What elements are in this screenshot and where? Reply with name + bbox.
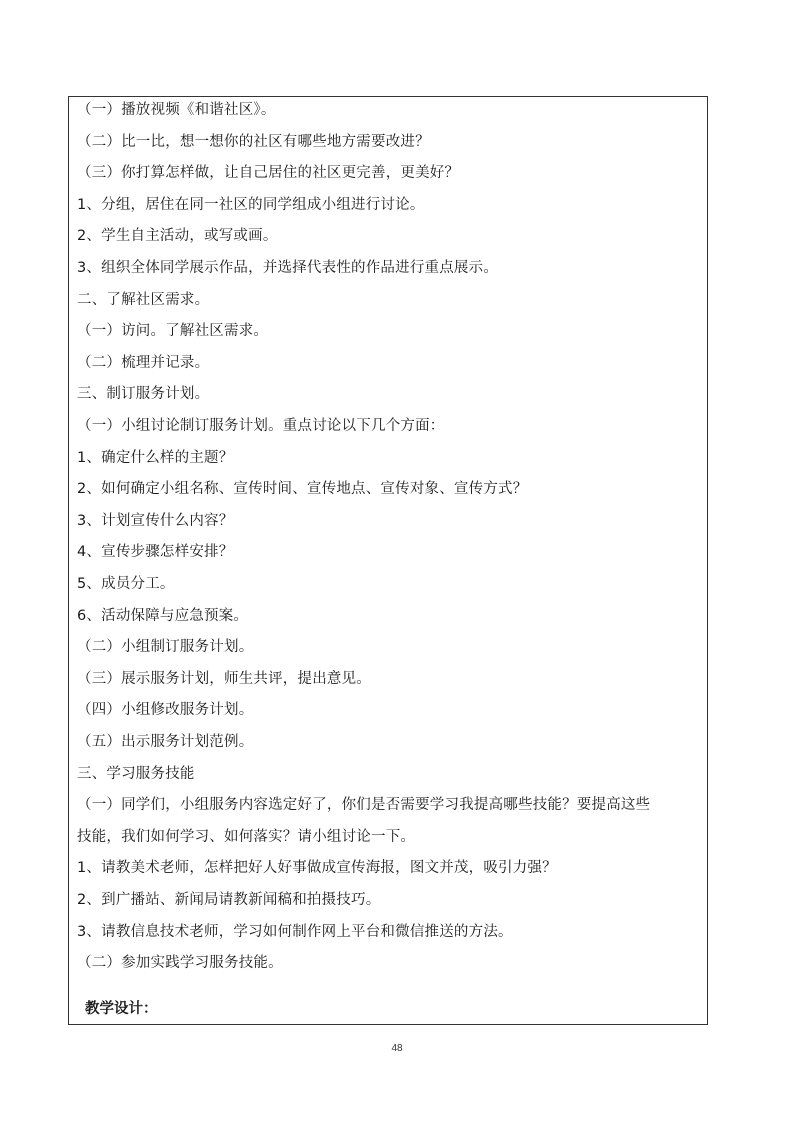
text-line: （三）你打算怎样做，让自己居住的社区更完善，更美好？ bbox=[77, 165, 460, 182]
content-table-cell bbox=[68, 96, 708, 1025]
text-line: 2、学生自主活动，或写或画。 bbox=[77, 228, 278, 245]
text-line: 2、如何确定小组名称、宣传时间、宣传地点、宣传对象、宣传方式？ bbox=[77, 481, 528, 498]
text-line: 2、到广播站、新闻局请教新闻稿和拍摄技巧。 bbox=[77, 892, 381, 908]
text-line: （二）比一比，想一想你的社区有哪些地方需要改进？ bbox=[77, 133, 430, 150]
text-line: （二）参加实践学习服务技能。 bbox=[77, 955, 283, 972]
text-line: （二）梳理并记录。 bbox=[77, 354, 210, 371]
text-line: 3、组织全体同学展示作品，并选择代表性的作品进行重点展示。 bbox=[77, 260, 499, 276]
text-line: 1、确定什么样的主题？ bbox=[77, 449, 234, 466]
text-line: 1、分组，居住在同一社区的同学组成小组进行讨论。 bbox=[77, 196, 425, 213]
text-line: （三）展示服务计划，师生共评，提出意见。 bbox=[77, 670, 371, 687]
text-line: 1、请教美术老师，怎样把好人好事做成宣传海报，图文并茂，吸引力强？ bbox=[77, 860, 557, 877]
text-line: （一）同学们，小组服务内容选定好了，你们是否需要学习我提高哪些技能？要提高这些 bbox=[77, 797, 651, 814]
text-line: 3、请教信息技术老师，学习如何制作网上平台和微信推送的方法。 bbox=[77, 923, 513, 940]
text-line: 二、了解社区需求。 bbox=[77, 291, 210, 308]
text-line: （五）出示服务计划范例。 bbox=[77, 734, 254, 750]
text-line: （一）播放视频《和谐社区》。 bbox=[77, 102, 276, 118]
text-line: 3、计划宣传什么内容？ bbox=[77, 512, 234, 529]
text-line: 技能，我们如何学习、如何落实？请小组讨论一下。 bbox=[77, 828, 416, 845]
text-line: （四）小组修改服务计划。 bbox=[77, 702, 254, 719]
text-line: 三、制订服务计划。 bbox=[77, 386, 210, 403]
text-line: （一）小组讨论制订服务计划。重点讨论以下几个方面： bbox=[77, 418, 445, 434]
text-line: 5、成员分工。 bbox=[77, 576, 175, 592]
text-line: 4、宣传步骤怎样安排？ bbox=[77, 544, 234, 561]
page-number: 48 bbox=[391, 1043, 403, 1054]
text-line: （一）访问。了解社区需求。 bbox=[77, 323, 269, 340]
text-line: 6、活动保障与应急预案。 bbox=[77, 607, 249, 624]
text-line: （二）小组制订服务计划。 bbox=[77, 639, 254, 656]
text-line: 三、学习服务技能 bbox=[77, 765, 195, 782]
teaching-design-label: 教学设计： bbox=[85, 1001, 158, 1017]
